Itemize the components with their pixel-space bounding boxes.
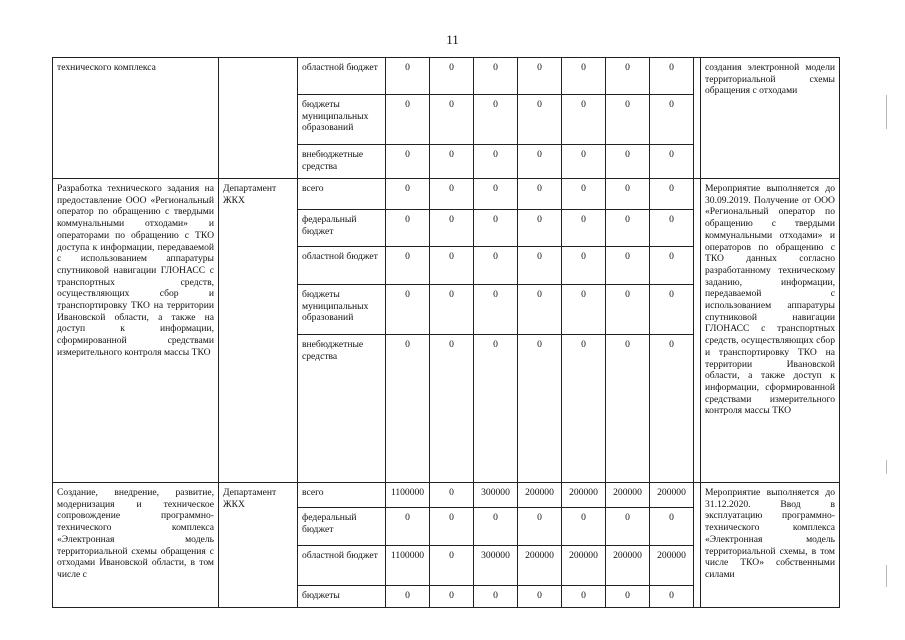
amount-cell: 0 xyxy=(650,58,694,95)
amount-cell: 200000 xyxy=(562,546,606,586)
amount-cell: 0 xyxy=(474,285,518,335)
executor-cell: Департамент ЖКХ xyxy=(219,179,298,483)
amount-cell: 0 xyxy=(430,179,474,210)
amount-cell: 0 xyxy=(650,508,694,546)
amount-cell: 0 xyxy=(518,210,562,247)
amount-cell: 0 xyxy=(474,586,518,608)
amount-cell: 0 xyxy=(562,95,606,145)
amount-cell: 0 xyxy=(650,285,694,335)
amount-cell: 0 xyxy=(430,247,474,285)
amount-cell: 0 xyxy=(430,483,474,508)
amount-cell: 1100000 xyxy=(386,483,430,508)
amount-cell: 0 xyxy=(562,210,606,247)
amount-cell: 0 xyxy=(386,210,430,247)
funding-source-cell: всего xyxy=(298,179,386,210)
amount-cell: 0 xyxy=(650,210,694,247)
amount-cell: 300000 xyxy=(474,546,518,586)
amount-cell: 0 xyxy=(386,285,430,335)
table-row xyxy=(53,179,840,210)
amount-cell: 0 xyxy=(386,179,430,210)
amount-cell: 0 xyxy=(430,95,474,145)
amount-cell: 0 xyxy=(386,335,430,483)
amount-cell: 0 xyxy=(606,179,650,210)
amount-cell: 0 xyxy=(518,58,562,95)
funding-source-cell: бюджеты муниципальных образований xyxy=(298,95,386,145)
scan-mark xyxy=(886,460,887,474)
amount-cell: 0 xyxy=(606,586,650,608)
amount-cell: 0 xyxy=(430,335,474,483)
amount-cell: 0 xyxy=(518,335,562,483)
amount-cell: 0 xyxy=(386,586,430,608)
funding-source-cell: областной бюджет xyxy=(298,247,386,285)
table-row xyxy=(53,483,840,508)
table-row xyxy=(53,58,840,95)
amount-cell: 0 xyxy=(650,95,694,145)
amount-cell: 0 xyxy=(562,58,606,95)
funding-source-cell: областной бюджет xyxy=(298,58,386,95)
amount-cell: 0 xyxy=(518,285,562,335)
funding-source-cell: бюджеты xyxy=(298,586,386,608)
amount-cell: 0 xyxy=(386,95,430,145)
amount-cell: 0 xyxy=(562,508,606,546)
amount-cell: 0 xyxy=(474,95,518,145)
amount-cell: 0 xyxy=(606,285,650,335)
event-cell: Создание, внедрение, развитие, модернизация и техническое сопровождение программно-технического комплекса «Электронная модель территориальной схемы обращения с отходами Ивановской области, в том числе с xyxy=(53,483,219,608)
amount-cell: 0 xyxy=(474,179,518,210)
amount-cell: 0 xyxy=(430,508,474,546)
amount-cell: 0 xyxy=(386,145,430,179)
amount-cell: 0 xyxy=(430,145,474,179)
amount-cell: 0 xyxy=(562,586,606,608)
amount-cell: 0 xyxy=(474,58,518,95)
amount-cell: 0 xyxy=(562,247,606,285)
amount-cell: 0 xyxy=(650,145,694,179)
amount-cell: 0 xyxy=(606,58,650,95)
amount-cell: 1100000 xyxy=(386,546,430,586)
amount-cell: 0 xyxy=(474,145,518,179)
amount-cell: 0 xyxy=(650,335,694,483)
funding-source-cell: бюджеты муниципальных образований xyxy=(298,285,386,335)
amount-cell: 0 xyxy=(474,508,518,546)
spacer-cell xyxy=(694,483,701,608)
note-cell: создания электронной модели территориальной схемы обращения с отходами xyxy=(701,58,840,179)
amount-cell: 200000 xyxy=(650,483,694,508)
funding-source-cell: всего xyxy=(298,483,386,508)
amount-cell: 0 xyxy=(606,145,650,179)
event-cell: Разработка технического задания на предоставление ООО «Региональный оператор по обращению с твердыми коммунальными отходами» и операторами по обращению с ТКО доступа к информации, передаваемой с использованием аппаратуры спутниковой навигации ГЛОНАСС с транспортных средств, осуществляющих сбор и транспортировку ТКО на территории Ивановской области, а также на доступ к информации, сформированной средствами измерительного контроля массы ТКО xyxy=(53,179,219,483)
amount-cell: 200000 xyxy=(518,546,562,586)
amount-cell: 0 xyxy=(606,247,650,285)
amount-cell: 0 xyxy=(430,58,474,95)
amount-cell: 0 xyxy=(430,210,474,247)
amount-cell: 200000 xyxy=(650,546,694,586)
amount-cell: 0 xyxy=(562,285,606,335)
amount-cell: 0 xyxy=(606,335,650,483)
executor-cell xyxy=(219,58,298,179)
note-cell: Мероприятие выполняется до 30.09.2019. Получение от ООО «Региональный оператор по обращению с твердыми коммунальными отходами» и операторов по обращению с ТКО данных согласно разработанному техническому заданию, информации, передаваемой с использованием аппаратуры спутниковой навигации ГЛОНАСС с транспортных средств, осуществляющих сбор и транспортировку ТКО на территории Ивановской области, а также доступ к информации, сформированной средствами измерительного контроля массы ТКО xyxy=(701,179,840,483)
amount-cell: 0 xyxy=(518,95,562,145)
amount-cell: 0 xyxy=(474,335,518,483)
amount-cell: 0 xyxy=(562,335,606,483)
amount-cell: 0 xyxy=(518,508,562,546)
spacer-cell xyxy=(694,179,701,483)
table-body xyxy=(53,58,840,608)
amount-cell: 0 xyxy=(518,145,562,179)
executor-cell: Департамент ЖКХ xyxy=(219,483,298,608)
amount-cell: 0 xyxy=(650,247,694,285)
amount-cell: 0 xyxy=(562,145,606,179)
amount-cell: 0 xyxy=(386,508,430,546)
page-number: 11 xyxy=(446,32,459,47)
amount-cell: 200000 xyxy=(606,546,650,586)
funding-source-cell: областной бюджет xyxy=(298,546,386,586)
amount-cell: 0 xyxy=(650,179,694,210)
amount-cell: 200000 xyxy=(518,483,562,508)
amount-cell: 300000 xyxy=(474,483,518,508)
amount-cell: 0 xyxy=(518,247,562,285)
amount-cell: 0 xyxy=(518,179,562,210)
amount-cell: 0 xyxy=(430,285,474,335)
amount-cell: 0 xyxy=(606,508,650,546)
amount-cell: 0 xyxy=(518,586,562,608)
funding-source-cell: внебюджетные средства xyxy=(298,145,386,179)
amount-cell: 0 xyxy=(430,586,474,608)
amount-cell: 0 xyxy=(430,546,474,586)
scan-mark xyxy=(886,565,887,587)
funding-source-cell: внебюджетные средства xyxy=(298,335,386,483)
budget-table xyxy=(52,57,840,608)
amount-cell: 200000 xyxy=(606,483,650,508)
event-cell: технического комплекса xyxy=(53,58,219,179)
amount-cell: 0 xyxy=(474,210,518,247)
amount-cell: 0 xyxy=(386,247,430,285)
amount-cell: 0 xyxy=(606,210,650,247)
amount-cell: 200000 xyxy=(562,483,606,508)
amount-cell: 0 xyxy=(562,179,606,210)
note-cell: Мероприятие выполняется до 31.12.2020. Ввод в эксплуатацию программно-технического комплекса «Электронная модель территориальной схемы, в том числе ТКО» собственными силами xyxy=(701,483,840,608)
funding-source-cell: федеральный бюджет xyxy=(298,210,386,247)
spacer-cell xyxy=(694,58,701,179)
amount-cell: 0 xyxy=(386,58,430,95)
amount-cell: 0 xyxy=(650,586,694,608)
funding-source-cell: федеральный бюджет xyxy=(298,508,386,546)
amount-cell: 0 xyxy=(606,95,650,145)
scan-mark xyxy=(886,95,887,129)
amount-cell: 0 xyxy=(474,247,518,285)
